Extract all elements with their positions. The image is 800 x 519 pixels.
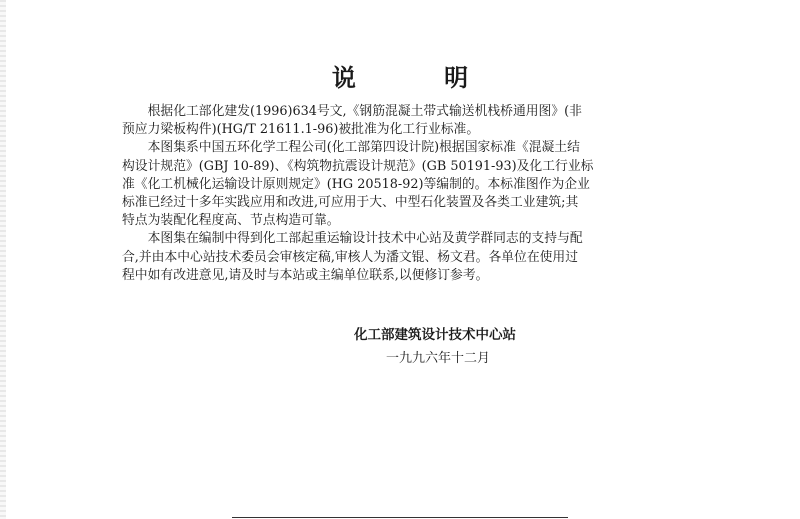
paragraph-line: 构设计规范》(GBJ 10-89)、《构筑物抗震设计规范》(GB 50191-93)及化工行业标 bbox=[122, 158, 594, 174]
paragraph-line: 本图集系中国五环化学工程公司(化工部第四设计院)根据国家标准《混凝土结 bbox=[122, 140, 580, 156]
bottom-divider bbox=[232, 517, 568, 518]
paragraph-3 bbox=[122, 230, 612, 285]
signature-org: 化工部建筑设计技术中心站 bbox=[354, 327, 516, 343]
body-text bbox=[122, 103, 612, 285]
paragraph-2 bbox=[122, 139, 612, 230]
paragraph-line: 合,并由本中心站技术委员会审核定稿,审核人为潘文锟、杨文君。各单位在使用过 bbox=[122, 249, 579, 265]
paragraph-line: 程中如有改进意见,请及时与本站或主编单位联系,以便修订参考。 bbox=[122, 267, 489, 283]
paragraph-line: 特点为装配化程度高、节点构造可靠。 bbox=[122, 213, 340, 229]
paragraph-line: 根据化工部化建发(1996)634号文,《钢筋混凝土带式输送机栈桥通用图》(非 bbox=[122, 104, 582, 119]
signature-date: 一九九六年十二月 bbox=[386, 351, 491, 366]
paragraph-1 bbox=[122, 103, 612, 139]
page-title: 说 明 bbox=[331, 64, 509, 92]
paragraph-line: 本图集在编制中得到化工部起重运输设计技术中心站及黄学群同志的支持与配 bbox=[122, 231, 583, 247]
paragraph-line: 标准已经过十多年实践应用和改进,可应用于大、中型石化装置及各类工业建筑;其 bbox=[122, 195, 579, 211]
paragraph-line: 预应力梁板构件)(HG/T 21611.1-96)被批准为化工行业标准。 bbox=[122, 122, 480, 138]
paragraph-line: 准《化工机械化运输设计原则规定》(HG 20518-92)等编制的。本标准图作为企业 bbox=[122, 176, 590, 192]
